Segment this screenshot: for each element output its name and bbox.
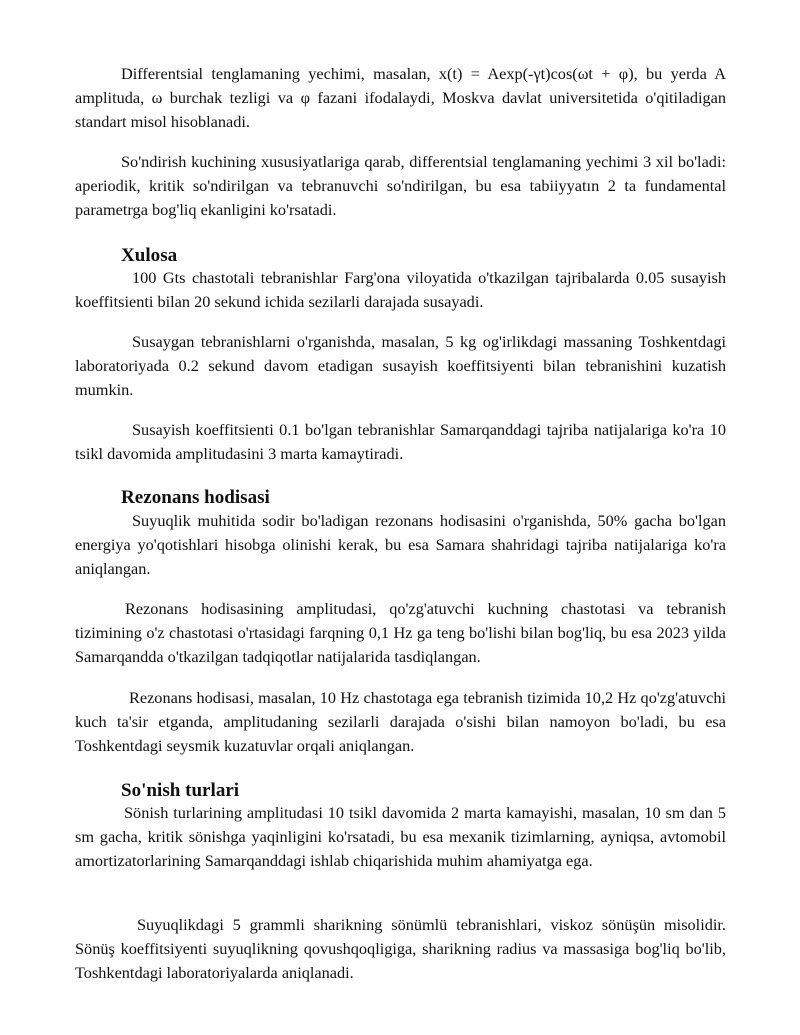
heading-sonish: So'nish turlari: [121, 780, 240, 801]
paragraph-tashkent-lab: Susaygan tebranishlarni o'rganishda, masalan, 5 kg og'irlikdagi massaning Toshkentdagi laboratoriyada 0.2 sekund davom etadigan susayish koeffitsiyenti bilan tebranishini kuzatish mumkin.: [75, 332, 726, 399]
paragraph-fergana-experiment: 100 Gts chastotali tebranishlar Farg'ona viloyatida o'tkazilgan tajribalarda 0.05 susayish koeffitsienti bilan 20 sekund ichida sezilarli darajada susayadi.: [75, 268, 726, 311]
paragraph-liquid-resonance: Suyuqlik muhitida sodir bo'ladigan rezonans hodisasini o'rganishda, 50% gacha bo'lgan energiya yo'qotishlari hisobga olinishi kerak, bu esa Samara shahridagi tajriba natijalariga ko'ra aniqlangan.: [75, 511, 726, 578]
paragraph-damping-types: So'ndirish kuchining xususiyatlariga qarab, differentsial tenglamaning yechimi 3 xil bo'ladi: aperiodik, kritik so'ndirilgan va tebranuvchi so'ndirilgan, bu esa tabiiyyatın 2 ta fundamental parametrga bog'liq ekanligini ko'rsatadi.: [75, 152, 726, 219]
paragraph-resonance-seismic: Rezonans hodisasi, masalan, 10 Hz chastotaga ega tebranish tizimida 10,2 Hz qo'zg'atuvchi kuch ta'sir etganda, amplitudaning sezilarli darajada o'sishi bilan namoyon bo'ladi, bu esa Toshkentdagi seysmik kuzatuvlar orqali aniqlangan.: [75, 688, 726, 755]
paragraph-samarkand-experiment: Susayish koeffitsienti 0.1 bo'lgan tebranishlar Samarqanddagi tajriba natijalariga ko'ra 10 tsikl davomida amplitudasini 3 marta kamaytiradi.: [75, 420, 726, 463]
paragraph-solution-example: Differentsial tenglamaning yechimi, masalan, x(t) = Aexp(-γt)cos(ωt + φ), bu yerda A amplituda, ω burchak tezligi va φ fazani ifodalaydi, Moskva davlat universitetida o'qitiladigan standart misol hisoblanadi.: [75, 64, 726, 131]
paragraph-damping-amplitude: Sönish turlarining amplitudasi 10 tsikl davomida 2 marta kamayishi, masalan, 10 sm dan 5 sm gacha, kritik sönishga yaqinligini ko'rsatadi, bu esa mexanik tizimlarning, ayniqsa, avtomobil amortizatorlarining Samarqanddagi ishlab chiqarishida muhim ahamiyatga ega.: [75, 803, 726, 870]
heading-xulosa: Xulosa: [121, 245, 178, 266]
paragraph-resonance-amplitude: Rezonans hodisasining amplitudasi, qo'zg'atuvchi kuchning chastotasi va tebranish tizimining o'z chastotasi o'rtasidagi farqning 0,1 Hz ga teng bo'lishi bilan bog'liq, bu esa 2023 yilda Samarqandda o'tkazilgan tadqiqotlar natijalarida tasdiqlangan.: [75, 599, 726, 666]
heading-rezonans: Rezonans hodisasi: [121, 487, 270, 508]
paragraph-viscous-damping: Suyuqlikdagi 5 grammli sharikning sönümlü tebranishlari, viskoz sönüşün misolidir. Sönüş koeffitsiyenti suyuqlikning qovushqoqligiga, sharikning radius va massasiga bog'liq bo'lib, Toshkentdagi laboratoriyalarda aniqlanadi.: [75, 915, 726, 982]
